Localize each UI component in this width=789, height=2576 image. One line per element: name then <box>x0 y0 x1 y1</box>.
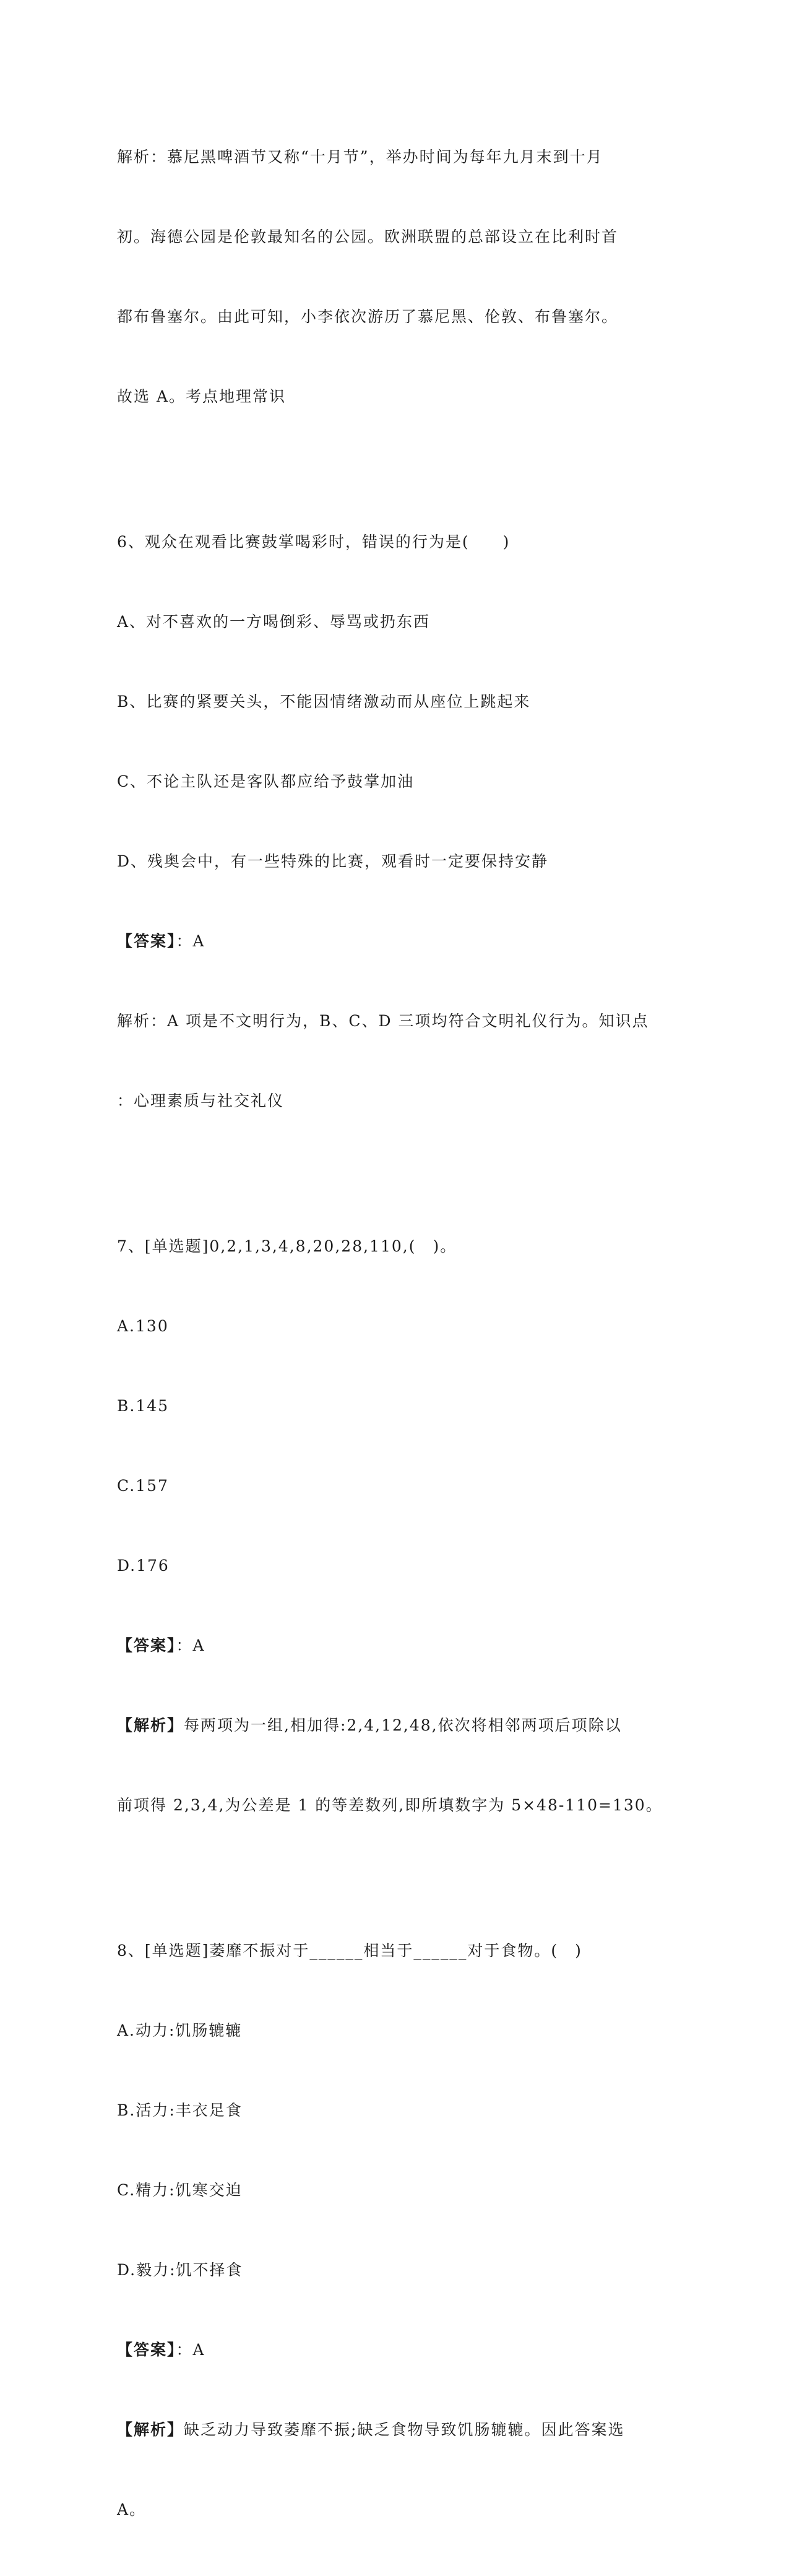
question-8-analysis-line: A。 <box>117 2500 147 2518</box>
question-6-analysis-line: 解析：A 项是不文明行为，B、C、D 三项均符合文明礼仪行为。知识点 <box>117 1012 649 1030</box>
analysis-text: 每两项为一组,相加得:2,4,12,48,依次将相邻两项后项除以 <box>184 1716 622 1734</box>
question-7 <box>117 1180 674 1872</box>
question-7-option-c: C.157 <box>117 1477 169 1495</box>
question-7-analysis <box>117 1712 674 1739</box>
question-7-stem: 7、[单选题]0,2,1,3,4,8,20,28,110,( )。 <box>117 1237 457 1255</box>
question-8-option-c: C.精力:饥寒交迫 <box>117 2181 243 2199</box>
question-7-answer <box>117 1632 674 1659</box>
q5-analysis-line: 初。海德公园是伦敦最知名的公园。欧洲联盟的总部设立在比利时首 <box>117 228 619 246</box>
answer-value: ：A <box>176 2341 205 2359</box>
question-6-option-a: A、对不喜欢的一方喝倒彩、辱骂或扔东西 <box>117 613 431 631</box>
q5-analysis-line: 故选 A。考点地理常识 <box>117 387 287 405</box>
question-8-option-d: D.毅力:饥不择食 <box>117 2261 243 2279</box>
q5-analysis <box>117 90 674 463</box>
answer-value: ：A <box>176 1636 205 1654</box>
question-7-analysis-line: 前项得 2,3,4,为公差是 1 的等差数列,即所填数字为 5×48-110=130。 <box>117 1796 663 1814</box>
question-6-option-c: C、不论主队还是客队都应给予鼓掌加油 <box>117 772 415 790</box>
question-6-option-b: B、比赛的紧要关头，不能因情绪激动而从座位上跳起来 <box>117 693 531 711</box>
question-6-option-d: D、残奥会中，有一些特殊的比赛，观看时一定要保持安静 <box>117 852 549 870</box>
question-6-answer <box>117 928 674 954</box>
analysis-label: 【解析】 <box>117 2421 184 2439</box>
analysis-label: 【解析】 <box>117 1716 184 1734</box>
q5-analysis-line: 解析：慕尼黑啤酒节又称“十月节”，举办时间为每年九月末到十月 <box>117 148 603 166</box>
question-8-option-a: A.动力:饥肠辘辘 <box>117 2021 243 2039</box>
spacer <box>117 1872 674 1884</box>
answer-value: ：A <box>176 932 205 950</box>
answer-label: 【答案】 <box>117 1636 176 1654</box>
question-8-option-b: B.活力:丰衣足食 <box>117 2101 243 2119</box>
q5-analysis-line: 都布鲁塞尔。由此可知，小李依次游历了慕尼黑、伦敦、布鲁塞尔。 <box>117 308 619 326</box>
question-6-stem: 6、观众在观看比赛鼓掌喝彩时，错误的行为是( ) <box>117 533 511 551</box>
question-7-option-d: D.176 <box>117 1557 170 1575</box>
question-8-answer <box>117 2336 674 2363</box>
document-content <box>117 90 674 2576</box>
question-7-option-a: A.130 <box>117 1317 169 1335</box>
question-8-analysis <box>117 2416 674 2443</box>
question-8-stem: 8、[单选题]萎靡不振对于______相当于______对于食物。( ) <box>117 1942 582 1960</box>
analysis-text: 缺乏动力导致萎靡不振;缺乏食物导致饥肠辘辘。因此答案选 <box>184 2421 625 2439</box>
question-8 <box>117 1884 674 2576</box>
answer-label: 【答案】 <box>117 2341 176 2359</box>
spacer <box>117 1167 674 1180</box>
question-6 <box>117 475 674 1167</box>
question-6-analysis-line: ：心理素质与社交礼仪 <box>117 1092 285 1110</box>
question-7-option-b: B.145 <box>117 1397 170 1415</box>
spacer <box>117 463 674 475</box>
answer-label: 【答案】 <box>117 932 176 950</box>
